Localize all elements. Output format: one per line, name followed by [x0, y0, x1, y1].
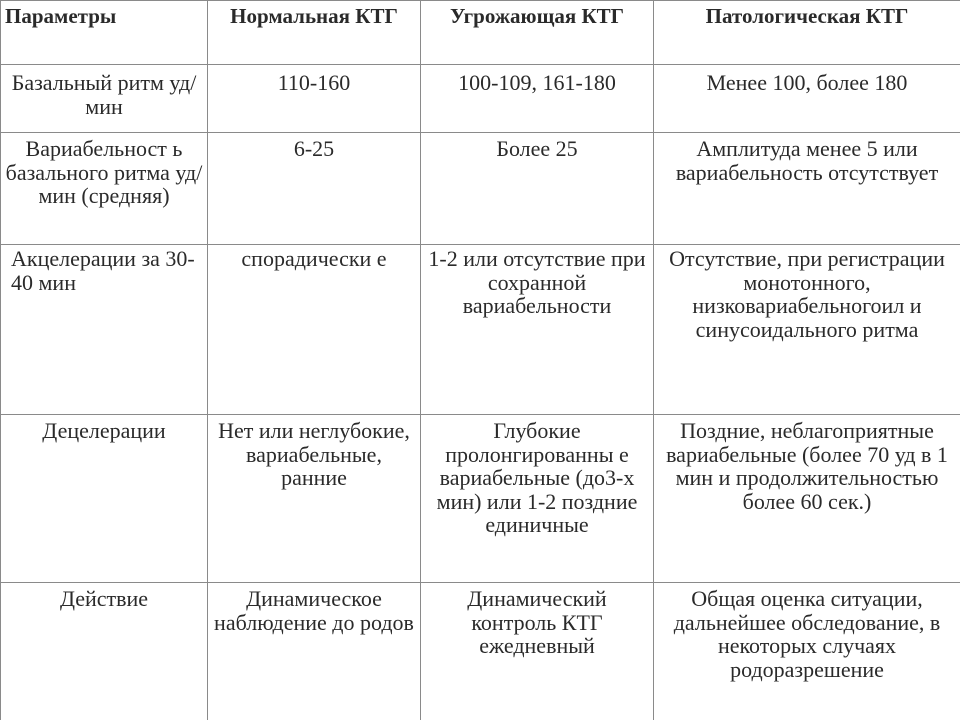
cell-threatening: Динамический контроль КТГ ежедневный: [421, 583, 654, 720]
cell-pathological: Менее 100, более 180: [654, 65, 960, 133]
cell-threatening: Глубокие пролонгированны е вариабельные (до3-х мин) или 1-2 поздние единичные: [421, 415, 654, 583]
row-parameter: Вариабельност ь базального ритма уд/мин (средняя): [1, 133, 208, 245]
cell-pathological: Отсутствие, при регистрации монотонного, низковариабельногоил и синусоидального ритма: [654, 245, 960, 415]
table-row: [1, 65, 960, 133]
row-parameter: Базальный ритм уд/мин: [1, 65, 208, 133]
cell-normal: 110-160: [208, 65, 421, 133]
cell-pathological: Амплитуда менее 5 или вариабельность отсутствует: [654, 133, 960, 245]
cell-threatening: 100-109, 161-180: [421, 65, 654, 133]
table-row: [1, 245, 960, 415]
header-parameters: Параметры: [1, 1, 208, 65]
row-parameter: Действие: [1, 583, 208, 720]
cell-pathological: Поздние, неблагоприятные вариабельные (более 70 уд в 1 мин и продолжительностью более 60 сек.): [654, 415, 960, 583]
header-normal-ktg: Нормальная КТГ: [208, 1, 421, 65]
cell-normal: 6-25: [208, 133, 421, 245]
table-row: [1, 583, 960, 720]
cell-normal: Нет или неглубокие, вариабельные, ранние: [208, 415, 421, 583]
row-parameter: Децелерации: [1, 415, 208, 583]
table-row: [1, 133, 960, 245]
cell-threatening: 1-2 или отсутствие при сохранной вариабельности: [421, 245, 654, 415]
header-pathological-ktg: Патологическая КТГ: [654, 1, 960, 65]
cell-normal: Динамическое наблюдение до родов: [208, 583, 421, 720]
table-header-row: [1, 1, 960, 65]
cell-normal: спорадически е: [208, 245, 421, 415]
table-row: [1, 415, 960, 583]
header-threatening-ktg: Угрожающая КТГ: [421, 1, 654, 65]
cell-pathological: Общая оценка ситуации, дальнейшее обследование, в некоторых случаях родоразрешение: [654, 583, 960, 720]
cell-threatening: Более 25: [421, 133, 654, 245]
row-parameter: Акцелерации за 30-40 мин: [1, 245, 208, 415]
